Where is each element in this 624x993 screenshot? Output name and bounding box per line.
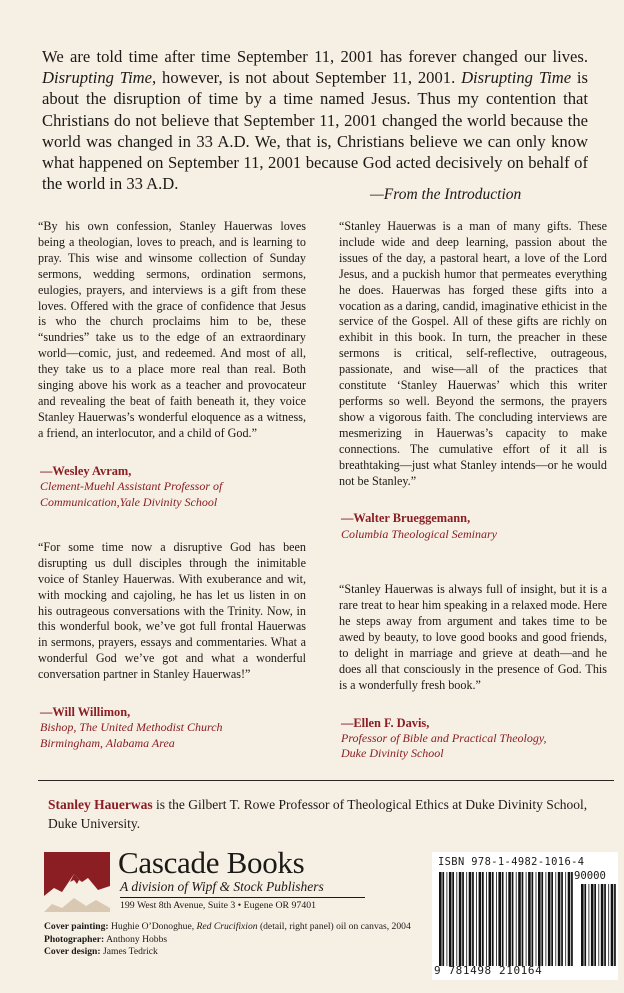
intro-text-1: We are told time after time September 11, 2001 has forever changed our lives.	[42, 47, 588, 66]
credit-label: Photographer:	[44, 933, 105, 945]
intro-title-1: Disrupting Time	[42, 68, 153, 88]
blurb-affiliation: Bishop, The United Methodist Church	[40, 720, 223, 735]
publisher-block	[44, 845, 384, 922]
publisher-address: 199 West 8th Avenue, Suite 3 • Eugene OR 97401	[120, 900, 317, 911]
blurb-author: —Walter Brueggemann,	[341, 511, 471, 526]
credit-title: Red Crucifixion	[196, 921, 258, 932]
credit-text: Hughie O’Donoghue,	[108, 921, 197, 932]
credit-text: Anthony Hobbs	[104, 933, 168, 945]
publisher-division: A division of Wipf & Stock Publishers	[120, 879, 365, 898]
blurb-brueggemann	[339, 219, 607, 542]
intro-text-3: is about the disruption of time by a time named Jesus. Thus my contention that Christians do not believe that September 11, 2001 changed the world because the world was changed in 33 A.D. We, that is, Christians believe we can only know what happened on September 11, 2001 because God acted decisively on behalf of the world in 33 A.D.	[42, 68, 588, 194]
blurb-author: —Ellen F. Davis,	[341, 715, 430, 730]
isbn-text: ISBN 978-1-4982-1016-4	[438, 856, 585, 868]
cover-credits	[44, 921, 424, 959]
blurb-attribution	[40, 464, 306, 510]
blurb-affiliation: Duke Divinity School	[341, 746, 444, 761]
barcode	[432, 852, 618, 980]
blurb-quote: “For some time now a disruptive God has been disrupting us dull disciples through the inimitable voice of Stanley Hauerwas. With exuberance and wit, with mocking and cajoling, he has let us listen in on his outrageous conversations with the Trinity. Now, in this wonderful book, we’ve got full frontal Hauerwas in sermons, prayers, essays and commentaries. What a wonderful God we’ve got and what a wonderful conversation partner in Stanley Hauerwas!”	[38, 539, 306, 682]
blurb-davis	[339, 582, 607, 762]
intro-title-2: Disrupting Time	[461, 68, 572, 88]
author-name: Stanley Hauerwas	[48, 797, 153, 812]
divider	[38, 780, 614, 781]
blurb-column-right	[339, 219, 607, 762]
credit-label: Cover design:	[44, 946, 101, 958]
intro-attribution: —From the Introduction	[370, 186, 522, 203]
blurb-attribution	[341, 511, 607, 542]
blurb-affiliation: Columbia Theological Seminary	[341, 526, 497, 541]
publisher-name: Cascade Books	[118, 845, 305, 880]
blurb-quote: “Stanley Hauerwas is always full of insight, but it is a rare treat to hear him speaking in a relaxed mode. Here he steps away from argument and takes time to be awed by beauty, to love good books and good friends, to delight in marriage and grieve at death—and he does all that consciously in the presence of God. This is a wonderfully fresh book.”	[339, 582, 607, 692]
blurb-column-left	[38, 219, 306, 751]
blurb-affiliation: Clement-Muehl Assistant Professor of	[40, 479, 223, 494]
blurb-affiliation: Communication,Yale Divinity School	[40, 494, 218, 509]
blurb-affiliation: Professor of Bible and Practical Theology,	[341, 730, 547, 745]
blurb-author: —Wesley Avram,	[40, 463, 132, 478]
blurb-author: —Will Willimon,	[40, 705, 131, 720]
credit-text: James Tedrick	[100, 946, 158, 958]
blurb-quote: “Stanley Hauerwas is a man of many gifts. These include wide and deep learning, passion about the issues of the day, a pastoral heart, a love of the Lord Jesus, and a puckish humor that permeates everything he does. Hauerwas has forged these gifts into a vocation as a daring, candid, imaginative ethicist in the service of the Gospel. All of these gifts are richly on exhibit in this book. In turn, the preacher in these sermons is critical, self-reflective, outrageous, passionate, and wise—all of the practices that constitute ‘Stanley Hauerwas’ which this writer performs so well. Beyond the sermons, the prayers show a vigorous faith. The concluding interviews are mesmerizing in Hauerwas’s capacity to make connections. The cumulative effort of it all is breathtaking—just what Stanley intends—or he would not be Stanley.”	[339, 219, 607, 488]
credit-line	[44, 921, 424, 934]
intro-excerpt	[42, 46, 588, 194]
author-bio-text: is the Gilbert T. Rowe Professor of Theological Ethics at Duke Divinity School, Duke University.	[48, 797, 588, 831]
blurb-attribution	[341, 716, 607, 762]
barcode-addon-number: 90000	[574, 870, 606, 882]
blurb-affiliation: Birmingham, Alabama Area	[40, 735, 175, 750]
credit-line	[44, 934, 424, 947]
blurb-quote: “By his own confession, Stanley Hauerwas loves being a theologian, loves to preach, and is learning to pray. This wise and winsome collection of Sunday sermons, wedding sermons, ordination sermons, eulogies, prayers, and interviews is a gift from these loves. Offered with the grace of confidence that Jesus is who the church proclaims him to be, these “sundries” take us to the edge of an extraordinary world—comic, just, and redeemed. And most of all, they take us to a place more real than real. Both singing above his work as a teacher and provocateur and revealing the beat of faith beneath it, they voice Stanley Hauerwas’s wonderful eloquence as a witness, a friend, an interlocutor, and a child of God.”	[38, 219, 306, 440]
blurb-avram	[38, 219, 306, 510]
barcode-bars-icon	[438, 872, 574, 966]
author-bio	[48, 796, 608, 833]
barcode-addon-bars-icon	[580, 884, 616, 966]
blurb-attribution	[40, 705, 306, 751]
ean-number: 9 781498 210164	[434, 964, 543, 977]
mountain-logo-icon	[44, 852, 110, 912]
credit-text: (detail, right panel) oil on canvas, 2004	[257, 921, 411, 932]
credit-line	[44, 946, 424, 959]
intro-text-2: , however, is not about September 11, 2001.	[152, 68, 462, 88]
blurb-willimon	[38, 540, 306, 751]
credit-label: Cover painting:	[44, 921, 109, 932]
